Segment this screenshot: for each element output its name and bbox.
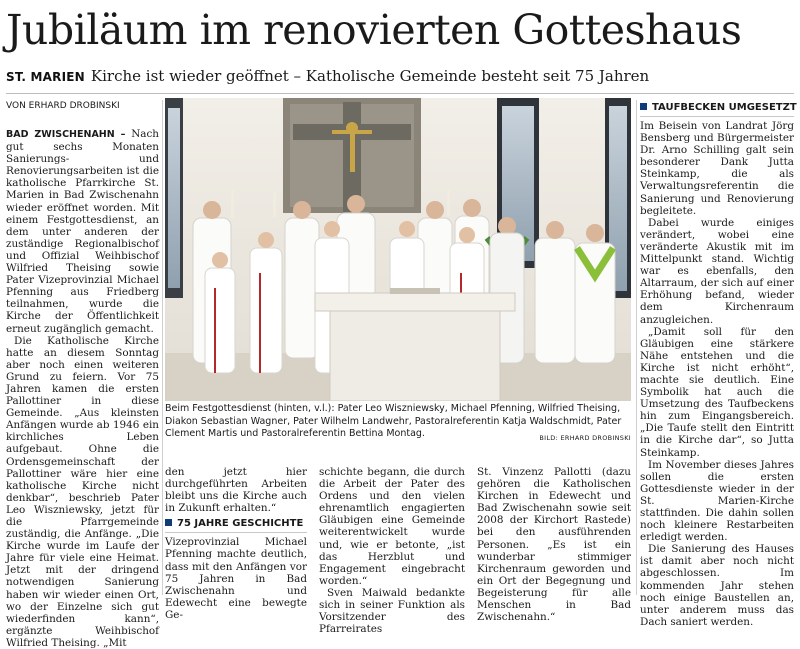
article-column-3 — [319, 466, 465, 635]
paragraph: Die Katholische Kirche hatte an diesem Sonntag aber noch einen weiteren Grund zu feiern. Vor 75 Jahren kamen die ersten Pallottiner in diese Gemeinde. „Aus kleinsten Anfängen wurde ab 1946 ein kirchliches Leben aufgebaut. Ohne die Ordensgemeinschaft der Pallottiner wäre hier eine katholische Kirche nicht denkbar“, beschrieb Pater Leo Wiszniewsky, jetzt für die Pfarrgemeinde zuständig, die Anfänge. „Die Kirche wurde im Laufe der Jahre für viele eine Heimat. Jetzt mit der dringend notwendigen Sanierung haben wir wieder einen Ort, wo der Einzelne sich gut wiederfinden kann“, ergänzte Weihbischof Wilfried Theising. „Mit — [6, 334, 159, 649]
festive-service-group-image — [165, 98, 631, 401]
paragraph: Im Beisein von Landrat Jörg Bensberg und Bürgermeister Dr. Arno Schilling galt sein besonderer Dank Jutta Steinkamp, die als Verwaltungsreferentin die Sanierung und Renovierung begleitete. — [640, 120, 794, 217]
paragraph: Sven Maiwald bedankte sich in seiner Funktion als Vorsitzender des Pfarreirates — [319, 586, 465, 636]
paragraph: St. Vinzenz Pallotti (dazu gehören die Katholischen Kirchen in Edewecht und Bad Zwischenahn sowie seit 2008 der Kirchort Rastede) bei den ausführenden Personen. „Es ist ein wunderbar stimmiger Kirchenraum geworden und ein Ort der Begegnung und Begeisterung für alle Menschen in Bad Zwischenahn.“ — [477, 466, 631, 624]
article-column-2 — [165, 466, 307, 621]
article-column-4 — [477, 466, 631, 623]
article-column-5 — [640, 98, 797, 628]
article-column-1 — [6, 128, 159, 649]
dateline: BAD ZWISCHENAHN – — [6, 129, 126, 140]
paragraph: Im November dieses Jahres sollen die ersten Gottesdienste wieder in der St. Marien-Kirche stattfinden. Die dahin sollen noch kleinere Restarbeiten erledigt werden. — [640, 458, 794, 544]
headline: Jubiläum im renovierten Gotteshaus — [6, 6, 742, 54]
paragraph: Vizeprovinzial Michael Pfenning machte deutlich, dass mit den Anfängen vor 75 Jahren in Bad Zwischenahn und Edewecht eine bewegte Ge- — [165, 536, 307, 621]
caption-text: Beim Festgottesdienst (hinten, v.l.): Pater Leo Wiszniewsky, Michael Pfenning, Wilfried Theising, Diakon Sebastian Wagner, Pater Wilhelm Landwehr, Pastoralreferentin Katja Waldschmidt, Pater Clement Martis und Pastoralreferentin Bettina Montag. — [165, 403, 622, 439]
section-heading-history — [165, 516, 307, 533]
column-divider — [162, 100, 163, 595]
photo-caption — [165, 403, 631, 445]
intro-text: Nach gut sechs Monaten Sanierungs- und Renovierungsarbeiten ist die katholische Pfarrkirche St. Marien in Bad Zwischenahn wieder eröffnet worden. Mit einem Festgottesdienst, an dem unter anderen der zuständige Regionalbischof und Offizial Weihbischof Wilfried Theising sowie Pater Vizeprovinzial Michael Pfenning aus Friedberg teilnahmen, wurde die Kirche der Öffentlichkeit erneut zugänglich gemacht. — [6, 128, 159, 335]
paragraph: „Damit soll für den Gläubigen eine stärkere Nähe entstehen und die Kirche ist nicht erhöht“, machte sie deutlich. Eine Symbolik hat auch die Umsetzung des Taufbeckens hin zum Eingangsbereich. „Die Taufe stellt den Eintritt in die Kirche dar“, so Jutta Steinkamp. — [640, 325, 794, 459]
paragraph: den jetzt hier durchgeführten Arbeiten bleibt uns die Kirche auch in Zukunft erhalten.“ — [165, 466, 307, 515]
photo-credit: BILD: ERHARD DROBINSKI — [539, 434, 631, 442]
location-tag: ST. MARIEN — [6, 70, 85, 84]
header-rule — [6, 93, 794, 94]
subheadline-text: Kirche ist wieder geöffnet – Katholische Gemeinde besteht seit 75 Jahren — [90, 67, 650, 85]
intro-paragraph — [6, 128, 159, 335]
paragraph: schichte begann, die durch die Arbeit der Pater des Ordens und den vielen ehrenamtlich engagierten Gläubigen eine Gemeinde weiterentwickelt wurde und, wie er betonte, „ist das Herzblut und Engagement eingebracht worden.“ — [319, 466, 465, 587]
section-heading-text: TAUFBECKEN UMGESETZT — [652, 102, 797, 113]
church-photo — [165, 98, 631, 401]
section-marker-icon — [165, 519, 172, 526]
section-heading-baptismal-font — [640, 100, 797, 117]
section-heading-text: 75 JAHRE GESCHICHTE — [177, 518, 304, 530]
paragraph: Die Sanierung des Hauses ist damit aber noch nicht abgeschlossen. Im kommenden Jahr stehen noch einige Baustellen an, unter anderem muss das Dach saniert werden. — [640, 543, 794, 628]
paragraph: Dabei wurde einiges verändert, wobei eine veränderte Akustik mit im Mittelpunkt stand. Wichtig war es ebenfalls, den Altarraum, der sich auf einer Erhöhung befand, wieder dem Kirchenraum anzugleichen. — [640, 216, 794, 326]
subheadline — [6, 66, 796, 87]
byline: VON ERHARD DROBINSKI — [6, 101, 120, 111]
section-marker-icon — [640, 103, 647, 110]
column-divider — [636, 100, 637, 595]
